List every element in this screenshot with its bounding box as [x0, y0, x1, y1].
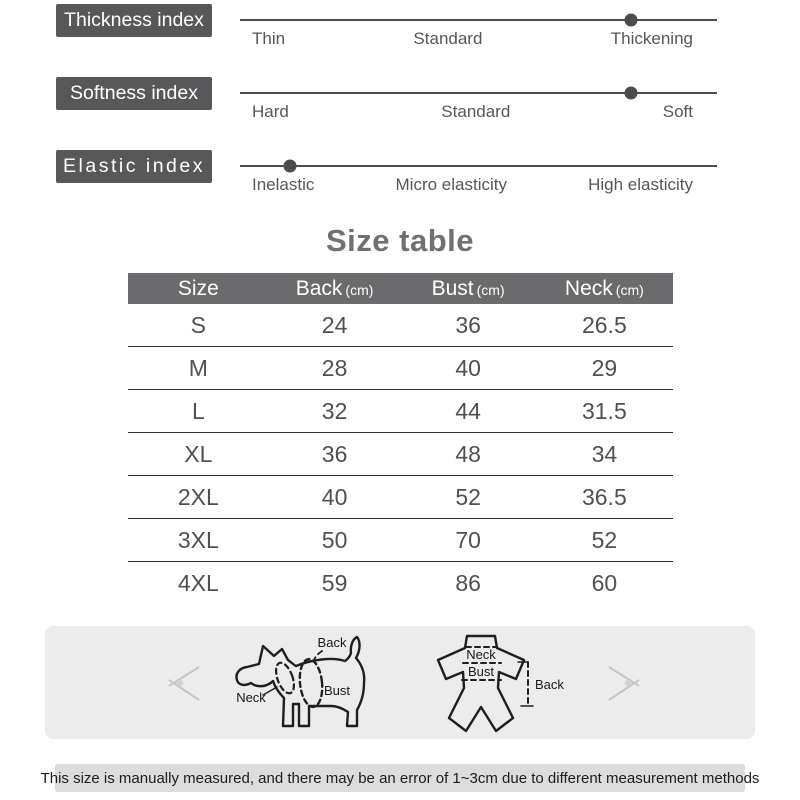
- table-cell: 34: [591, 441, 618, 467]
- column-name: Bust: [431, 277, 474, 300]
- index-options: [240, 175, 717, 195]
- carousel-prev-icon[interactable]: [163, 662, 201, 704]
- table-cell: 48: [455, 441, 481, 467]
- table-cell: 26.5: [581, 312, 627, 338]
- size-table: [128, 273, 673, 604]
- table-cell: 86: [455, 570, 481, 596]
- index-track: [240, 19, 717, 21]
- table-cell: 4XL: [177, 570, 219, 596]
- garment-back-label: Back: [535, 676, 564, 692]
- dog-measurement-diagram: [225, 632, 417, 734]
- table-cell: 32: [321, 398, 348, 424]
- table-cell: S: [190, 312, 207, 338]
- column-name: Back: [295, 277, 343, 300]
- table-cell: 31.5: [581, 398, 627, 424]
- index-dot-marker: [284, 160, 297, 173]
- index-scale: [240, 150, 717, 202]
- dog-back-label: Back: [317, 634, 347, 650]
- index-row: [56, 150, 800, 202]
- table-row: [128, 518, 673, 561]
- column-name: Size: [177, 277, 219, 300]
- index-option-label: Soft: [662, 102, 693, 121]
- index-option-label: Hard: [252, 102, 289, 121]
- table-cell: L: [191, 398, 205, 424]
- table-cell: 3XL: [177, 527, 219, 553]
- table-row: [128, 432, 673, 475]
- table-cell: 40: [321, 484, 348, 510]
- index-row: [56, 4, 800, 56]
- index-option-label: Thin: [252, 29, 286, 48]
- index-option-label: Micro elasticity: [395, 175, 507, 194]
- index-option-label: High elasticity: [588, 175, 693, 194]
- index-option-label: Thickening: [610, 29, 693, 48]
- dog-neck-label: Neck: [236, 689, 266, 705]
- index-label: Elastic index: [56, 150, 212, 183]
- table-cell: 40: [455, 355, 481, 381]
- index-section: [0, 0, 800, 202]
- index-option-label: Standard: [441, 102, 511, 121]
- column-unit: (cm): [476, 282, 505, 298]
- index-dot-marker: [625, 87, 638, 100]
- index-option-label: Inelastic: [252, 175, 315, 194]
- size-table-body: [128, 304, 673, 604]
- table-cell: 50: [321, 527, 348, 553]
- measurement-diagram-panel: [45, 626, 755, 739]
- table-cell: 29: [591, 355, 618, 381]
- table-header-cell: [536, 273, 672, 304]
- table-row: [128, 475, 673, 518]
- index-scale: [240, 77, 717, 129]
- carousel-next-icon[interactable]: [607, 662, 645, 704]
- table-cell: 70: [455, 527, 481, 553]
- garment-neck-label: Neck: [466, 646, 496, 662]
- table-row: [128, 304, 673, 346]
- table-header-cell: [269, 273, 400, 304]
- table-row: [128, 346, 673, 389]
- index-row: [56, 77, 800, 129]
- table-cell: XL: [184, 441, 213, 467]
- table-cell: 36.5: [581, 484, 627, 510]
- size-table-title: Size table: [326, 223, 474, 258]
- table-cell: 24: [321, 312, 348, 338]
- garment-measurement-diagram: [425, 632, 575, 734]
- index-label: Thickness index: [56, 4, 212, 37]
- size-table-header: [128, 273, 673, 304]
- index-track: [240, 165, 717, 167]
- table-row: [128, 389, 673, 432]
- index-options: [240, 29, 717, 49]
- table-cell: 36: [455, 312, 481, 338]
- index-options: [240, 102, 717, 122]
- table-cell: 52: [591, 527, 618, 553]
- index-dot-marker: [625, 14, 638, 27]
- table-cell: 52: [455, 484, 481, 510]
- column-name: Neck: [564, 277, 613, 300]
- column-unit: (cm): [345, 282, 374, 298]
- garment-bust-label: Bust: [467, 663, 495, 679]
- table-row: [128, 561, 673, 604]
- index-track: [240, 92, 717, 94]
- table-cell: 44: [455, 398, 481, 424]
- table-header-cell: [400, 273, 536, 304]
- table-cell: 2XL: [177, 484, 219, 510]
- table-cell: 60: [591, 570, 618, 596]
- table-cell: 28: [321, 355, 348, 381]
- table-cell: M: [188, 355, 208, 381]
- measurement-disclaimer: This size is manually measured, and there may be an error of 1~3cm due to different measurement methods: [55, 764, 745, 792]
- table-header-cell: [128, 273, 270, 304]
- table-cell: 36: [321, 441, 348, 467]
- table-cell: 59: [321, 570, 348, 596]
- index-label: Softness index: [56, 77, 212, 110]
- index-option-label: Standard: [413, 29, 483, 48]
- index-scale: [240, 4, 717, 56]
- dog-bust-label: Bust: [323, 682, 351, 698]
- column-unit: (cm): [615, 282, 644, 298]
